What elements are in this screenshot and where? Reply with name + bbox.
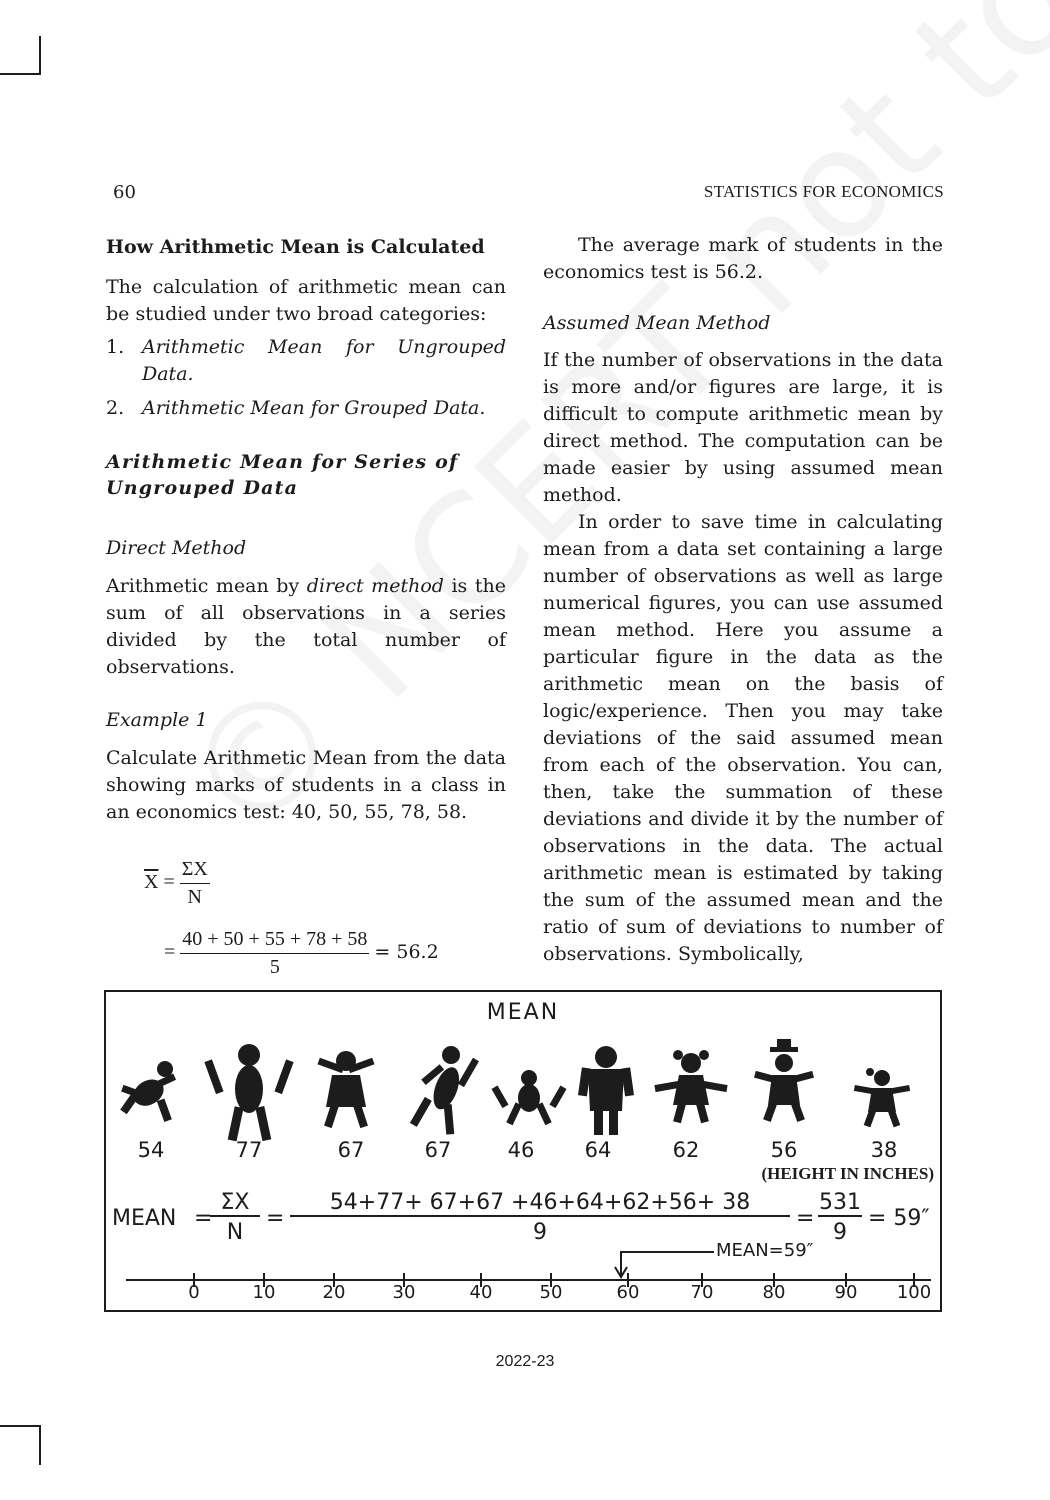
equals-sign: = <box>164 941 176 964</box>
list-item <box>106 395 506 422</box>
list-number: 1. <box>106 336 125 358</box>
figure-title: MEAN <box>486 1000 560 1025</box>
height-value: 38 <box>870 1138 898 1162</box>
calc-denominator: 5 <box>269 956 280 978</box>
height-value: 46 <box>507 1138 535 1162</box>
fraction-denominator: N <box>187 886 202 908</box>
mean-illustration <box>104 990 942 1312</box>
eq-denominator: 9 <box>833 1220 847 1245</box>
axis-tick-label: 90 <box>834 1282 858 1303</box>
sigma-fraction <box>180 858 210 909</box>
eq-n: N <box>226 1220 244 1245</box>
direct-text-a: Arithmetic mean by <box>106 575 307 597</box>
eq-denominator: 9 <box>533 1220 547 1245</box>
mean-calculation <box>164 928 439 979</box>
axis-tick-label: 80 <box>762 1282 786 1303</box>
list-text: Arithmetic Mean for Grouped Data. <box>142 397 486 419</box>
eq-equals: = <box>796 1206 815 1231</box>
eq-result: = 59″ <box>868 1206 930 1231</box>
average-paragraph: The average mark of students in the economics test is 56.2. <box>543 234 943 283</box>
person-figure <box>578 1046 634 1135</box>
height-value: 77 <box>235 1138 263 1162</box>
x-bar: $\overline{X}$ <box>144 871 159 894</box>
calc-numerator: 40 + 50 + 55 + 78 + 58 <box>180 928 369 954</box>
axis-tick-label: 50 <box>539 1282 563 1303</box>
height-value: 67 <box>424 1138 452 1162</box>
eq-mean-label: MEAN <box>112 1206 177 1231</box>
direct-method-paragraph <box>106 573 506 681</box>
axis-tick-label: 30 <box>392 1282 416 1303</box>
person-figure <box>410 1046 479 1135</box>
mean-marker-label: MEAN=59″ <box>716 1240 814 1261</box>
categories-list <box>106 334 506 422</box>
direct-text-b: is the sum of all observations in a series divided by the total number of observations. <box>106 575 506 678</box>
crop-mark-top-h <box>0 73 40 75</box>
list-number: 2. <box>106 397 125 419</box>
example-paragraph: Calculate Arithmetic Mean from the data showing marks of students in a class in an economics test: 40, 50, 55, 78, 58. <box>106 747 506 823</box>
assumed-mean-heading: Assumed Mean Method <box>543 312 771 334</box>
intro-paragraph: The calculation of arithmetic mean can be studied under two broad categories: <box>106 276 506 325</box>
left-column <box>106 232 506 826</box>
person-figure <box>754 1039 814 1122</box>
axis-tick-label: 70 <box>690 1282 714 1303</box>
calc-result: = 56.2 <box>374 941 439 964</box>
fraction-numerator: ΣX <box>180 858 210 884</box>
person-figure <box>120 1061 176 1122</box>
equals-sign: = <box>163 871 175 894</box>
eq-equals: = <box>266 1206 285 1231</box>
list-text: Arithmetic Mean for Ungrouped Data. <box>142 336 506 385</box>
axis-tick-label: 0 <box>188 1282 200 1303</box>
figure-mean-equation <box>112 1190 942 1250</box>
example-heading: Example 1 <box>106 709 208 731</box>
eq-numerator: 54+77+ 67+67 +46+64+62+56+ 38 <box>290 1190 790 1217</box>
page-number: 60 <box>113 182 136 203</box>
right-column <box>543 232 943 968</box>
crop-mark-top-v <box>39 36 41 75</box>
section-heading: How Arithmetic Mean is Calculated <box>106 236 485 258</box>
person-figure <box>491 1070 566 1125</box>
assumed-paragraph-1: If the number of observations in the data is more and/or figures are large, it is difficult to compute arithmetic mean by direct method. The computation can be made easier by using assumed mean method. <box>543 349 943 506</box>
axis-tick-label: 60 <box>616 1282 640 1303</box>
mean-formula <box>144 858 210 909</box>
number-line <box>106 1247 940 1307</box>
axis-tick-label: 10 <box>252 1282 276 1303</box>
subsection-heading: Arithmetic Mean for Series of Ungrouped Data <box>106 451 459 499</box>
list-item <box>106 334 506 388</box>
mean-pointer-line <box>621 1252 714 1275</box>
units-note: (HEIGHT IN INCHES) <box>761 1164 934 1183</box>
axis-tick-label: 100 <box>896 1282 932 1303</box>
direct-text-em: direct method <box>306 575 444 597</box>
axis-tick-label: 20 <box>322 1282 346 1303</box>
eq-sum: 531 <box>819 1190 861 1215</box>
height-value: 67 <box>337 1138 365 1162</box>
eq-sigma: ΣX <box>210 1190 260 1217</box>
direct-method-heading: Direct Method <box>106 537 247 559</box>
axis-tick-label: 40 <box>469 1282 493 1303</box>
height-value: 62 <box>672 1138 700 1162</box>
person-figure <box>654 1050 727 1123</box>
person-figure <box>317 1051 374 1128</box>
height-value: 56 <box>770 1138 798 1162</box>
height-value: 54 <box>137 1138 165 1162</box>
crop-mark-bottom-h <box>0 1425 40 1427</box>
running-header: STATISTICS FOR ECONOMICS <box>703 182 944 201</box>
person-figure <box>204 1044 293 1141</box>
eq-equals: = <box>194 1206 213 1231</box>
crop-mark-bottom-v <box>39 1425 41 1465</box>
calc-fraction <box>180 928 369 979</box>
assumed-paragraph-2: In order to save time in calculating mean from a data set containing a large number of observations as well as large numerical figures, you can use assumed mean method. Here you assume a particular figure in the data as the arithmetic mean on the basis of logic/experience. Then you may take deviations of the said assumed mean from each of the observation. You can, then, take the summation of these deviations and divide it by the number of observations in the data. The actual arithmetic mean is estimated by taking the sum of the assumed mean and the ratio of sum of deviations to number of observations. Symbolically, <box>543 511 943 965</box>
height-value: 64 <box>584 1138 612 1162</box>
person-figure <box>854 1068 910 1127</box>
page-footer: 2022-23 <box>495 1353 555 1370</box>
